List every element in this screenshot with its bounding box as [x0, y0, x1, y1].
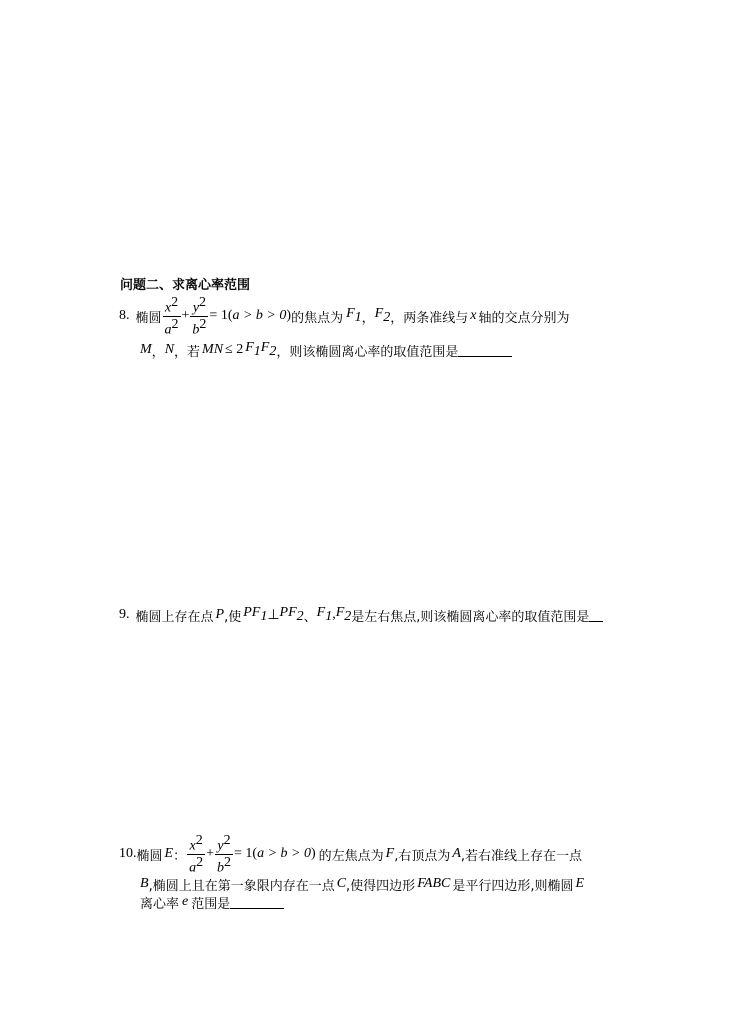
- q8-plus: +: [181, 308, 190, 323]
- q9-answer-blank[interactable]: [589, 608, 603, 622]
- question-9-number: 9.: [119, 607, 130, 622]
- q9-F1: $F_1$: [316, 605, 333, 624]
- q10-FABC: FABC: [417, 876, 451, 891]
- q10-answer-blank[interactable]: [230, 895, 284, 909]
- q8-M: M: [140, 342, 152, 357]
- q8-comma-2: ，: [151, 344, 165, 360]
- q8-x: x: [470, 308, 477, 323]
- q10-close-paren: ): [310, 846, 316, 861]
- q10-A: A: [452, 846, 461, 861]
- q10-word-ellipse: 椭圆: [136, 848, 163, 864]
- q9-P: P: [215, 607, 225, 622]
- q8-F1F2: $F_1F_2$: [245, 340, 277, 359]
- question-10-line-2: [140, 874, 584, 894]
- q9-comma: ,: [332, 607, 336, 622]
- q8-fraction-y: $\frac{y^2}{b^2}$: [192, 295, 207, 337]
- q9-text-c: 是左右焦点,则该椭圆离心率的取值范围是: [351, 609, 590, 625]
- q8-condition: a > b > 0: [232, 308, 287, 323]
- question-9-line: [119, 605, 603, 625]
- q9-PF2: $PF_2$: [279, 605, 304, 624]
- q8-close-paren: ): [286, 308, 292, 323]
- q8-text-directrix: ，两条准线与: [390, 310, 469, 326]
- q8-equation-rhs: = 1(: [209, 308, 233, 323]
- question-8-number: 8.: [119, 308, 130, 323]
- q9-F2: $F_2$: [335, 605, 352, 624]
- q10-colon: ：: [173, 848, 187, 864]
- q9-separator: 、: [303, 609, 317, 625]
- question-10-line-1: [119, 834, 582, 874]
- q10-text-d: ,椭圆上且在第一象限内存在一点: [148, 878, 335, 894]
- q8-word-ellipse: 椭圆: [135, 310, 162, 326]
- q10-B: B: [140, 876, 149, 891]
- question-8-line-1: [119, 296, 569, 336]
- q10-text-e: ,使得四边形: [346, 878, 416, 894]
- q8-text-axis: 轴的交点分别为: [478, 310, 570, 326]
- question-8-line-2: [140, 340, 512, 360]
- q10-text-b: ,右顶点为: [394, 848, 451, 864]
- q9-text-b: ,使: [224, 609, 242, 625]
- q8-text-if: ，若: [174, 344, 201, 360]
- q10-C: C: [336, 876, 347, 891]
- section-title: 问题二、求离心率范围: [120, 278, 251, 293]
- question-10-number: 10.: [119, 846, 137, 861]
- q8-text-focus: 的焦点为: [291, 310, 344, 326]
- q10-text-f: 是平行四边形,则椭圆: [452, 878, 574, 894]
- q8-answer-blank[interactable]: [458, 343, 512, 357]
- q10-fraction-y: $\frac{y^2}{b^2}$: [217, 833, 231, 875]
- q8-F1: $F_1$: [346, 306, 362, 325]
- q10-text-g: 离心率: [140, 896, 180, 912]
- q10-fraction-x: $\frac{x^2}{a^2}$: [189, 833, 204, 875]
- question-10-line-3: [140, 892, 284, 912]
- q10-plus: +: [206, 846, 214, 861]
- q8-F2: $F_2$: [374, 306, 391, 325]
- q10-equation-rhs: = 1(: [234, 846, 258, 861]
- q9-text-a: 椭圆上存在点: [135, 609, 214, 625]
- q8-MN: MN: [202, 342, 224, 357]
- q8-comma: ，: [361, 310, 375, 326]
- q8-N: N: [164, 342, 175, 357]
- q10-e: e: [182, 894, 189, 909]
- q8-text-range: ，则该椭圆离心率的取值范围是: [276, 344, 459, 360]
- q9-perp: ⊥: [267, 607, 280, 623]
- q10-condition: a > b > 0: [257, 846, 311, 861]
- q10-text-a: 的左焦点为: [318, 848, 384, 864]
- q8-le: ≤ 2: [225, 342, 244, 357]
- q10-text-c: ,若右准线上存在一点: [460, 848, 583, 864]
- q10-E: E: [164, 846, 174, 861]
- q9-PF1: $PF_1$: [243, 605, 268, 624]
- q10-F: F: [385, 846, 395, 861]
- q10-E-2: E: [575, 876, 585, 891]
- q10-text-h: 范围是: [191, 896, 231, 912]
- q8-fraction-x: $\frac{x^2}{a^2}$: [164, 295, 179, 337]
